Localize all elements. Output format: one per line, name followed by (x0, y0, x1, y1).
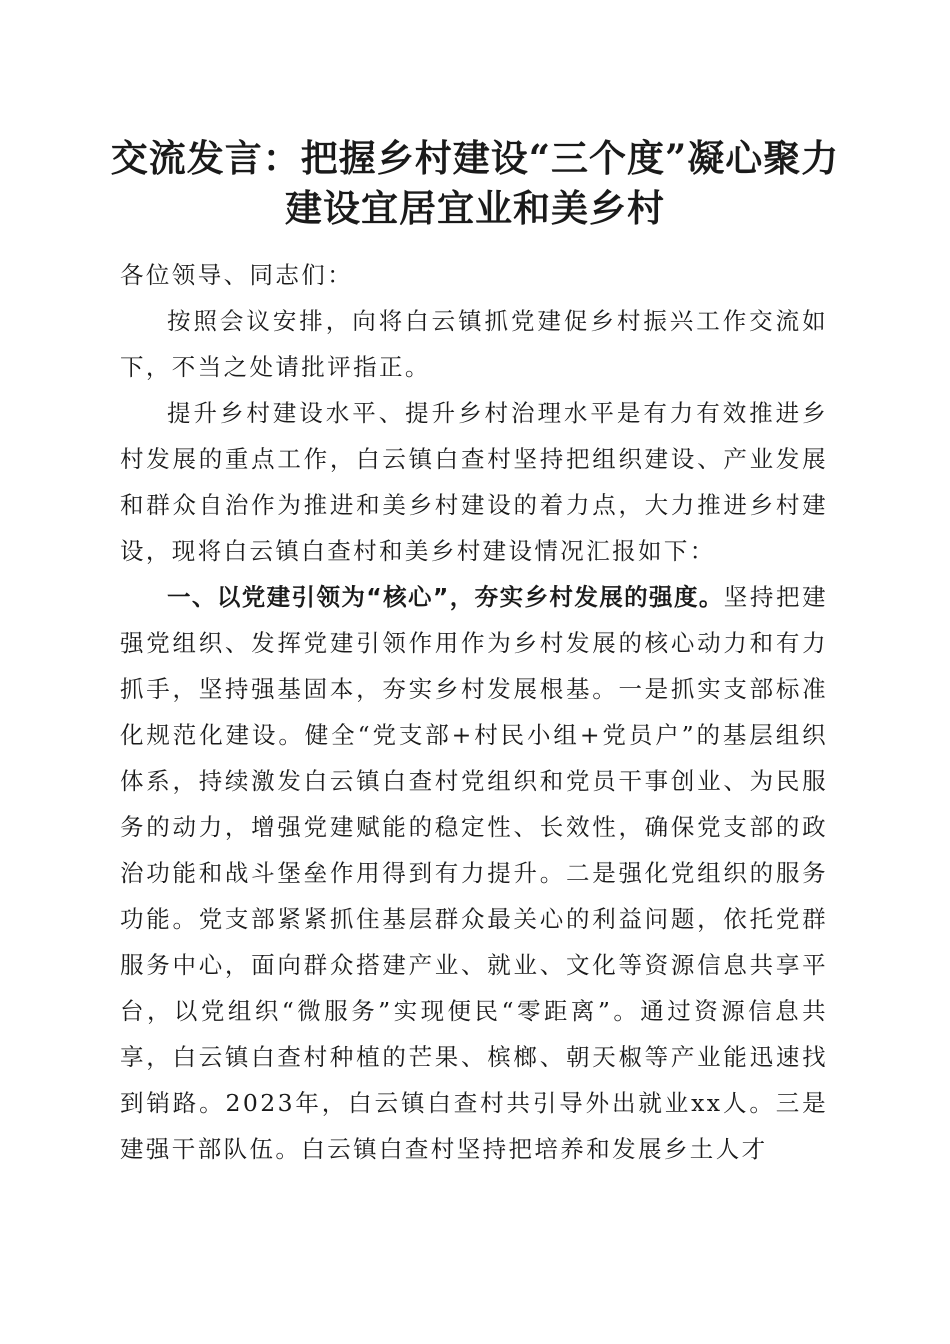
paragraph-intro: 按照会议安排，向将白云镇抓党建促乡村振兴工作交流如下，不当之处请批评指正。 (120, 307, 828, 381)
title-line-1: 交流发言：把握乡村建设“三个度”凝心聚力 (110, 136, 840, 180)
section-one-body: 坚持把建强党组织、发挥党建引领作用作为乡村发展的核心动力和有力抓手，坚持强基固本，夯实乡村发展根基。一是抓实支部标准化规范化建设。健全“党支部+村民小组+党员户”的基层组织体系，持续激发白云镇白查村党组织和党员干事创业、为民服务的动力，增强党建赋能的稳定性、长效性，确保党支部的政治功能和战斗堡垒作用得到有力提升。二是强化党组织的服务功能。党支部紧紧抓住基层群众最关心的利益问题，依托党群服务中心，面向群众搭建产业、就业、文化等资源信息共享平台，以党组织“微服务”实现便民“零距离”。通过资源信息共享，白云镇白查村种植的芒果、槟榔、朝天椒等产业能迅速找到销路。2023年，白云镇白查村共引导外出就业xx人。三是建强干部队伍。白云镇白查村坚持把培养和发展乡土人才 (120, 583, 828, 1163)
salutation: 各位领导、同志们： (120, 261, 354, 289)
document-title (110, 133, 840, 233)
document-body (120, 252, 828, 1172)
title-line-2: 建设宜居宜业和美乡村 (285, 186, 665, 230)
paragraph-section-one (120, 574, 828, 1172)
section-one-heading: 一、以党建引领为“核心”，夯实乡村发展的强度。 (167, 583, 724, 611)
paragraph-overview: 提升乡村建设水平、提升乡村治理水平是有力有效推进乡村发展的重点工作，白云镇白查村坚持把组织建设、产业发展和群众自治作为推进和美乡村建设的着力点，大力推进乡村建设，现将白云镇白查村和美乡村建设情况汇报如下： (120, 399, 828, 565)
